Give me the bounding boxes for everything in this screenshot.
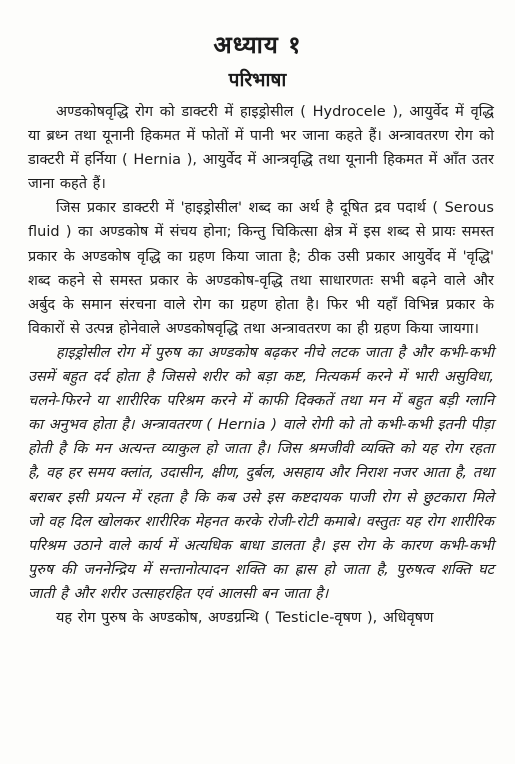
body-text [28, 100, 494, 630]
paragraph: अण्डकोषवृद्धि रोग को डाक्टरी में हाइड्रोसील ( Hydrocele ), आयुर्वेद में वृद्धि या ब्रध्न तथा यूनानी हिकमत में फोतों में पानी भर जाना कहते हैं। अन्त्रावतरण रोग को डाक्टरी में हर्निया ( Hernia ), आयुर्वेद में आन्त्रवृद्धि तथा यूनानी हिकमत में आँत उतर जाना कहते हैं। [28, 104, 494, 193]
section-heading: परिभाषा [228, 69, 287, 91]
paragraph: जिस प्रकार डाक्टरी में 'हाइड्रोसील' शब्द का अर्थ है दूषित द्रव पदार्थ ( Serous fluid ) का अण्डकोष में संचय होना; किन्तु चिकित्सा क्षेत्र में इस शब्द से प्रायः समस्त प्रकार के अण्डकोष वृद्धि का ग्रहण किया जाता है; ठीक उसी प्रकार आयुर्वेद में 'वृद्धि' शब्द कहने से समस्त प्रकार के अण्डकोष-वृद्धि तथा साधारणतः सभी बढ़ने वाले और अर्बुद के समान संरचना वाले रोग का ग्रहण होता है। फिर भी यहाँ विभिन्न प्रकार के विकारों से उत्पन्न होनेवाले अण्डकोषवृद्धि तथा अन्त्रावतरण का ही ग्रहण किया जायगा। [28, 200, 494, 337]
paragraph: यह रोग पुरुष के अण्डकोष, अण्डग्रन्थि ( Testicle-वृषण ), अधिवृषण [56, 609, 434, 626]
paragraph: हाइड्रोसील रोग में पुरुष का अण्डकोष बढ़कर नीचे लटक जाता है और कभी-कभी उसमें बहुत दर्द होता है जिससे शरीर को बड़ा कष्ट, नित्यकर्म करने में भारी असुविधा, चलने-फिरने या शारीरिक परिश्रम करने में काफी दिक्कतें तथा मन में बहुत बड़ी ग्लानि का अनुभव होता है। अन्त्रावतरण ( Hernia ) वाले रोगी को तो कभी-कभी इतनी पीड़ा होती है कि मन अत्यन्त व्याकुल हो जाता है। जिस श्रमजीवी व्यक्ति को यह रोग रहता है, वह हर समय क्लांत, उदासीन, क्षीण, दुर्बल, असहाय और निराश नजर आता है, तथा बराबर इसी प्रयत्न में रहता है कि कब उसे इस कष्टदायक पाजी रोग से छुटकारा मिले जो वह दिल खोलकर शारीरिक मेहनत करके रोजी-रोटी कमाबे। वस्तुतः यह रोग शारीरिक परिश्रम उठाने वाले कार्य में अत्यधिक बाधा डालता है। इस रोग के कारण कभी-कभी पुरुष की जननेन्द्रिय में सन्तानोत्पादन शक्ति का ह्रास हो जाता है, पुरुषत्व शक्ति घट जाती है और शरीर उत्साहरहित एवं आलसी बन जाता है। [28, 344, 494, 602]
chapter-heading: अध्याय १ [213, 30, 302, 59]
